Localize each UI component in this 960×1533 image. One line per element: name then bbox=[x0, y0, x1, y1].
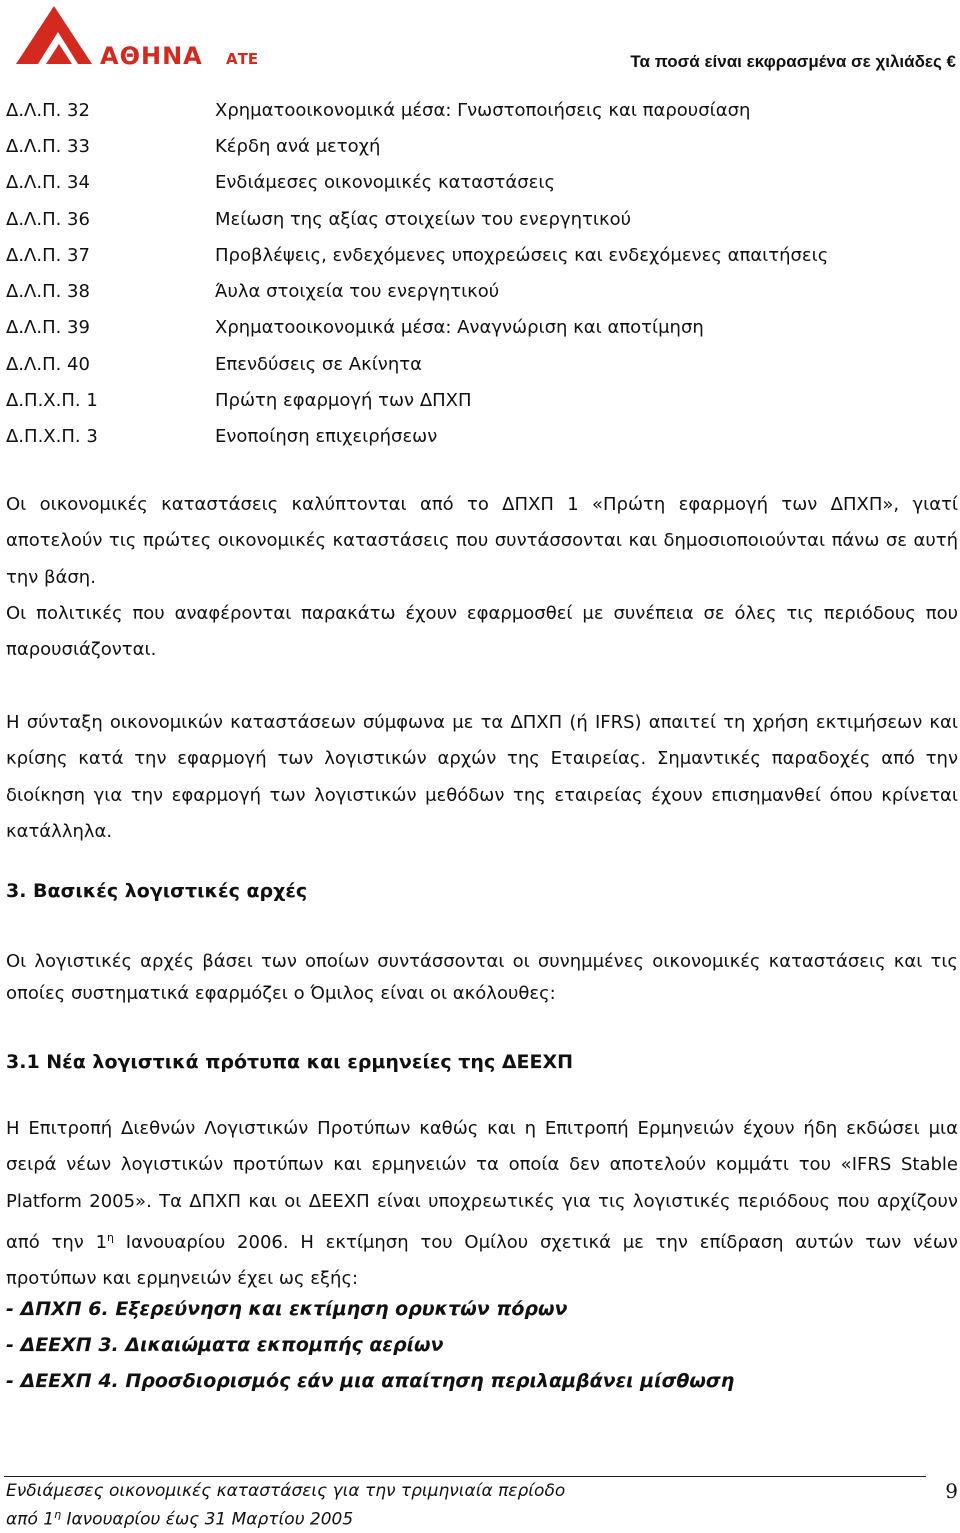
standard-code: Δ.Λ.Π. 33 bbox=[6, 135, 90, 157]
brand-name: ΑΘΗΝΑ bbox=[100, 42, 203, 70]
footer-period-b: Ιανουαρίου έως 31 Μαρτίου 2005 bbox=[61, 1509, 354, 1530]
new-standards-text-b: Ιανουαρίου 2006. Η εκτίμηση του Ομίλου σχετικά με την επίδραση αυτών των νέων προτύπων και ερμηνειών έχει ως εξής: bbox=[6, 1231, 958, 1290]
standard-row bbox=[6, 165, 946, 201]
standard-title: Μείωση της αξίας στοιχείων του ενεργητικού bbox=[215, 208, 632, 230]
standard-title: Κέρδη ανά μετοχή bbox=[215, 135, 381, 157]
standard-row bbox=[6, 310, 946, 346]
company-logo bbox=[12, 4, 259, 70]
standard-row bbox=[6, 382, 946, 418]
standard-title: Άυλα στοιχεία του ενεργητικού bbox=[215, 281, 500, 303]
new-standards-text-a: Η Επιτροπή Διεθνών Λογιστικών Προτύπων καθώς και η Επιτροπή Ερμηνειών έχουν ήδη εκδώσει μια σειρά νέων λογιστικών προτύπων και ερμηνειών τα οποία δεν αποτελούν κομμάτι του «IFRS Stable Platform 2005». Τα ΔΠΧΠ και οι ΔΕΕΧΠ είναι υποχρεωτικές για τις λογιστικές περιόδους που αρχίζουν από την 1 bbox=[6, 1118, 958, 1253]
standard-title: Ενδιάμεσες οικονομικές καταστάσεις bbox=[215, 172, 556, 194]
paragraph-first-time-adoption: Οι οικονομικές καταστάσεις καλύπτονται από το ΔΠΧΠ 1 «Πρώτη εφαρμογή των ΔΠΧΠ», γιατί αποτελούν τις πρώτες οικονομικές καταστάσεις που συντάσσονται και δημοσιοποιούνται πάνω σε αυτή την βάση. bbox=[6, 494, 958, 588]
standard-code: Δ.Λ.Π. 36 bbox=[6, 208, 90, 230]
brand-suffix: ΑΤΕ bbox=[226, 50, 259, 68]
standard-code: Δ.Λ.Π. 32 bbox=[6, 99, 90, 121]
paragraph-estimates: Η σύνταξη οικονομικών καταστάσεων σύμφωνα με τα ΔΠΧΠ (ή IFRS) απαιτεί τη χρήση εκτιμήσεων και κρίσης κατά την εφαρμογή των λογιστικών αρχών της Εταιρείας. Σημαντικές παραδοχές από την διοίκηση για την εφαρμογή των λογιστικών μεθόδων της εταιρείας έχουν επισημανθεί όπου κρίνεται κατάλληλα. bbox=[6, 712, 958, 842]
paragraph-new-standards bbox=[6, 1111, 958, 1297]
standard-row bbox=[6, 201, 946, 237]
standard-code: Δ.Π.Χ.Π. 3 bbox=[6, 426, 98, 448]
standard-row bbox=[6, 92, 946, 128]
standard-title: Ενοποίηση επιχειρήσεων bbox=[215, 426, 438, 448]
standard-row bbox=[6, 419, 946, 455]
standard-code: Δ.Λ.Π. 34 bbox=[6, 172, 90, 194]
standard-row bbox=[6, 237, 946, 273]
standard-code: Δ.Π.Χ.Π. 1 bbox=[6, 390, 98, 412]
footer-superscript: η bbox=[54, 1508, 62, 1521]
superscript-ordinal: η bbox=[107, 1230, 115, 1244]
standard-title: Προβλέψεις, ενδεχόμενες υποχρεώσεις και ενδεχόμενες απαιτήσεις bbox=[215, 244, 829, 266]
new-standard-item: - ΔΠΧΠ 6. Εξερεύνηση και εκτίμηση ορυκτών πόρων bbox=[6, 1298, 568, 1320]
standard-code: Δ.Λ.Π. 40 bbox=[6, 353, 90, 375]
logo-triangle-icon bbox=[12, 4, 102, 68]
footer-title: Ενδιάμεσες οικονομικές καταστάσεις για την τριμηνιαία περίοδο bbox=[6, 1481, 566, 1501]
standard-code: Δ.Λ.Π. 39 bbox=[6, 317, 90, 339]
standard-title: Επενδύσεις σε Ακίνητα bbox=[215, 353, 422, 375]
paragraph-accounting-principles: Οι λογιστικές αρχές βάσει των οποίων συντάσσονται οι συνημμένες οικονομικές καταστάσεις και τις οποίες συστηματικά εφαρμόζει ο Όμιλος είναι οι ακόλουθες: bbox=[6, 951, 958, 1004]
standards-list bbox=[6, 92, 946, 455]
standard-row bbox=[6, 346, 946, 382]
standard-code: Δ.Λ.Π. 37 bbox=[6, 244, 90, 266]
standard-code: Δ.Λ.Π. 38 bbox=[6, 281, 90, 303]
footer-period-a: από 1 bbox=[6, 1509, 55, 1530]
standard-title: Χρηματοοικονομικά μέσα: Αναγνώριση και αποτίμηση bbox=[215, 317, 704, 339]
standard-title: Χρηματοοικονομικά μέσα: Γνωστοποιήσεις και παρουσίαση bbox=[215, 99, 751, 121]
footer-period bbox=[6, 1508, 353, 1530]
paragraph-policies-consistency: Οι πολιτικές που αναφέρονται παρακάτω έχουν εφαρμοσθεί με συνέπεια σε όλες τις περιόδους που παρουσιάζονται. bbox=[6, 603, 958, 661]
section-3-heading: 3. Βασικές λογιστικές αρχές bbox=[6, 880, 308, 902]
footer-divider bbox=[4, 1476, 926, 1477]
standard-row bbox=[6, 128, 946, 164]
currency-note: Τα ποσά είναι εκφρασμένα σε χιλιάδες € bbox=[630, 52, 956, 71]
new-standard-item: - ΔΕΕΧΠ 4. Προσδιορισμός εάν μια απαίτηση περιλαμβάνει μίσθωση bbox=[6, 1370, 735, 1392]
new-standard-item: - ΔΕΕΧΠ 3. Δικαιώματα εκπομπής αερίων bbox=[6, 1334, 444, 1356]
section-3-1-heading: 3.1 Νέα λογιστικά πρότυπα και ερμηνείες της ΔΕΕΧΠ bbox=[6, 1051, 574, 1073]
standard-row bbox=[6, 273, 946, 309]
standard-title: Πρώτη εφαρμογή των ΔΠΧΠ bbox=[215, 390, 472, 412]
page-number: 9 bbox=[945, 1479, 958, 1503]
